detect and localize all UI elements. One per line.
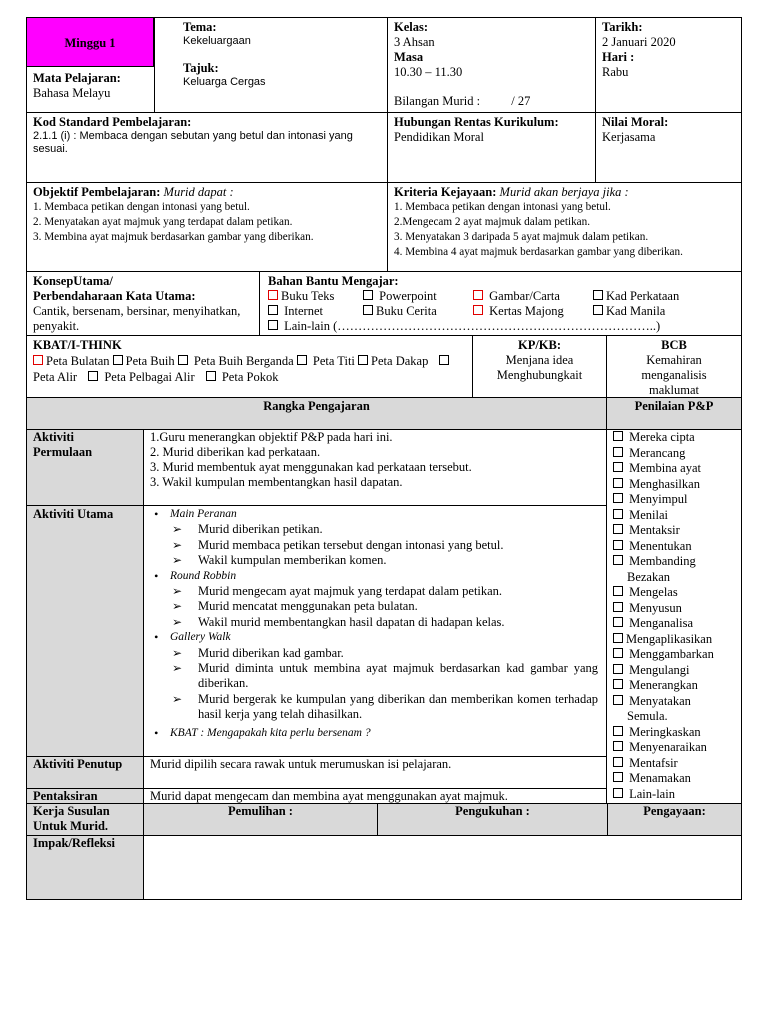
checkbox-icon [363, 305, 373, 315]
kriteria-label: Kriteria Kejayaan: [394, 185, 497, 199]
kriteria-item: 3. Menyatakan 3 daripada 5 ayat majmuk dalam petikan. [394, 231, 649, 243]
penilaian-item[interactable] [613, 771, 737, 787]
pemulihan-cell [143, 803, 378, 836]
checkbox-label: Buku Teks [281, 289, 335, 303]
rangka-header [26, 397, 607, 430]
tema-value: Kekeluargaan [183, 35, 251, 47]
checkbox-icon [358, 355, 368, 365]
penilaian-item[interactable] [613, 461, 737, 477]
penilaian-item-continued: Semula. [627, 709, 668, 723]
penilaian-item[interactable] [613, 787, 737, 803]
kpkb-label: KP/KB: [517, 338, 562, 352]
checkbox-label: Lain-lain [284, 319, 330, 333]
kerja-susulan-label-cell [26, 803, 144, 836]
checkbox-label: Powerpoint [379, 289, 437, 303]
checkbox-icon [613, 726, 623, 736]
checkbox-icon [206, 371, 216, 381]
penilaian-label: Mentafsir [629, 755, 678, 770]
mata-pelajaran-label: Mata Pelajaran: [33, 71, 121, 85]
penilaian-item[interactable] [613, 647, 737, 663]
checkbox-item[interactable] [268, 304, 363, 319]
checkbox-icon [473, 290, 483, 300]
permulaan-label: Aktiviti [33, 430, 74, 444]
checkbox-icon [613, 493, 623, 503]
penilaian-label: Menamakan [629, 771, 691, 785]
tarikh-value: 2 Januari 2020 [602, 35, 676, 49]
utama-label-cell [26, 505, 144, 757]
checkbox-item[interactable] [593, 304, 665, 318]
objektif-item: 2. Menyatakan ayat majmuk yang terdapat dalam petikan. [33, 216, 293, 228]
checkbox-label: Gambar/Carta [489, 289, 560, 303]
activity-title: • Main Peranan [150, 507, 600, 522]
impak-content[interactable] [143, 835, 742, 900]
checkbox-label: Peta Buih Berganda [193, 354, 294, 368]
penilaian-item[interactable] [613, 554, 737, 570]
penilaian-label: Mengulangi [629, 662, 690, 677]
checkbox-label: Peta Bulatan [46, 354, 110, 368]
penilaian-label: Meringkaskan [629, 724, 701, 739]
checkbox-item[interactable] [473, 289, 593, 304]
minggu-label: Minggu 1 [64, 36, 116, 50]
masa-value: 10.30 – 11.30 [394, 65, 463, 79]
activity-title: • Round Robbin [150, 569, 600, 584]
objektif-label: Objektif Pembelajaran: [33, 185, 161, 199]
penilaian-item[interactable] [613, 477, 737, 493]
bcb-cell [606, 335, 742, 398]
activity-title: • Gallery Walk [150, 630, 600, 645]
penilaian-label: Mengelas [629, 585, 678, 599]
nilai-moral-value: Kerjasama [602, 130, 656, 144]
pengayaan-cell [607, 803, 742, 836]
kbat-cell [26, 335, 473, 398]
checkbox-icon [613, 695, 623, 705]
konsep-cell [26, 271, 260, 336]
penilaian-label: Membanding [629, 554, 696, 568]
activity-step: ➢ Wakil kumpulan memberikan komen. [150, 553, 600, 568]
checkbox-item[interactable] [113, 354, 175, 368]
bahan-row [268, 319, 735, 334]
checkbox-label: Peta Dakap [371, 354, 429, 368]
konsep-label: KonsepUtama/ [33, 274, 113, 288]
permulaan-label: Permulaan [33, 445, 93, 459]
penilaian-label: Menilai [629, 507, 669, 522]
checkbox-icon [178, 355, 188, 365]
checkbox-item[interactable] [363, 289, 473, 304]
checkbox-label: Internet [284, 304, 323, 318]
checkbox-label: Peta Titi [312, 354, 355, 368]
kriteria-item: 1. Membaca petikan dengan intonasi yang betul. [394, 201, 611, 213]
nilai-moral-label: Nilai Moral: [602, 115, 669, 129]
penilaian-label: Menyenaraikan [629, 740, 707, 754]
kod-standard-cell [26, 112, 388, 183]
activity-step: ➢ Murid mengecam ayat majmuk yang terdapat dalam petikan. [150, 584, 600, 599]
checkbox-icon [613, 555, 623, 565]
checkbox-icon [613, 509, 623, 519]
objektif-sublabel: Murid dapat : [163, 185, 234, 199]
checkbox-icon [88, 371, 98, 381]
checkbox-label: Peta Pelbagai Alir [104, 370, 195, 384]
hari-label: Hari : [602, 50, 635, 64]
activity-step: ➢ Murid diberikan petikan. [150, 522, 600, 537]
kbat-options [33, 353, 466, 385]
bcb-label: BCB [661, 338, 687, 352]
konsep-value: Cantik, bersenam, bersinar, menyihatkan, penyakit. [33, 304, 241, 333]
penilaian-item[interactable] [613, 446, 737, 462]
penilaian-label: Lain-lain [629, 786, 675, 801]
penilaian-label: Mereka cipta [629, 430, 695, 444]
checkbox-label: Peta Pokok [221, 370, 279, 384]
pengayaan-label: Pengayaan: [643, 804, 706, 818]
penilaian-item[interactable] [613, 430, 737, 446]
checkbox-item[interactable] [473, 304, 593, 319]
bilangan-value: / 27 [511, 94, 531, 108]
penilaian-item[interactable] [613, 632, 737, 648]
activity-step: ➢ Murid membaca petikan tersebut dengan intonasi yang betul. [150, 538, 600, 553]
penilaian-label: Menyatakan [629, 693, 691, 708]
checkbox-item[interactable] [593, 289, 679, 303]
checkbox-icon [439, 355, 449, 365]
penilaian-item[interactable] [613, 539, 737, 555]
checkbox-icon [473, 305, 483, 315]
penilaian-item[interactable] [613, 616, 737, 632]
penilaian-label: Menganalisa [629, 616, 693, 630]
penilaian-item[interactable] [613, 663, 737, 679]
kbat-label: KBAT/I-THINK [33, 338, 122, 352]
kriteria-item: 2.Mengecam 2 ayat majmuk dalam petikan. [394, 216, 591, 228]
impak-label: Impak/Refleksi [33, 836, 115, 850]
checkbox-icon [613, 633, 623, 643]
checkbox-icon [613, 617, 623, 627]
checkbox-icon [268, 290, 278, 300]
checkbox-item[interactable] [358, 354, 428, 368]
checkbox-icon [268, 305, 278, 315]
checkbox-icon [268, 320, 278, 330]
penilaian-label: Menyimpul [629, 492, 688, 506]
bcb-line: Kemahiran [646, 353, 702, 367]
kbat-question: • KBAT : Mengapakah kita perlu bersenam ? [150, 726, 600, 741]
kerja-susulan-label: Untuk Murid. [33, 819, 109, 833]
activity-step: ➢ Wakil murid membentangkan hasil dapatan di hadapan kelas. [150, 615, 600, 630]
checkbox-label: Buku Cerita [376, 304, 437, 318]
lain-lain-blank: (…………………………………………………………………..) [333, 319, 661, 333]
permulaan-label-cell [26, 429, 144, 506]
kpkb-line: Menjana idea [505, 353, 574, 367]
checkbox-label: Peta Buih [125, 354, 175, 368]
permulaan-item: 1.Guru menerangkan objektif P&P pada hari ini. [150, 430, 393, 444]
permulaan-item: 3. Wakil kumpulan membentangkan hasil dapatan. [150, 475, 403, 489]
checkbox-icon [613, 602, 623, 612]
objektif-item: 3. Membina ayat majmuk berdasarkan gambar yang diberikan. [33, 231, 314, 243]
checkbox-icon [593, 305, 603, 315]
pemulihan-label: Pemulihan : [228, 804, 293, 818]
bilangan-murid [394, 94, 589, 109]
activity-step: ➢ Murid bergerak ke kumpulan yang diberikan dan memberikan komen terhadap hasil kerja yang telah dihasilkan. [150, 692, 600, 723]
pentaksiran-label: Pentaksiran [33, 789, 98, 803]
pentaksiran-label-cell [26, 788, 144, 804]
objektif-cell [26, 182, 388, 272]
utama-label: Aktiviti Utama [33, 507, 114, 521]
penutup-label: Aktiviti Penutup [33, 757, 123, 771]
tema-tajuk-cell [154, 17, 388, 113]
checkbox-item[interactable] [178, 354, 294, 368]
impak-label-cell [26, 835, 144, 900]
checkbox-icon [33, 355, 43, 365]
penilaian-item[interactable] [613, 585, 737, 601]
kpkb-cell [472, 335, 607, 398]
kriteria-item: 4. Membina 4 ayat majmuk berdasarkan gambar yang diberikan. [394, 246, 683, 258]
kriteria-cell [387, 182, 742, 272]
bahan-row [268, 289, 735, 304]
kod-standard-value: 2.1.1 (i) : Membaca dengan sebutan yang betul dan intonasi yang sesuai. [33, 130, 353, 155]
bahan-bantu-label: Bahan Bantu Mengajar: [268, 274, 399, 288]
checkbox-icon [613, 524, 623, 534]
nilai-moral-cell [595, 112, 742, 183]
checkbox-icon [613, 462, 623, 472]
penilaian-label: Mengaplikasikan [626, 631, 713, 646]
checkbox-icon [613, 664, 623, 674]
masa-label: Masa [394, 50, 424, 64]
penilaian-list [606, 429, 742, 804]
checkbox-icon [613, 447, 623, 457]
checkbox-icon [613, 741, 623, 751]
penilaian-label: Mentaksir [629, 523, 680, 537]
pentaksiran-content [143, 788, 607, 804]
tajuk-label: Tajuk: [183, 61, 219, 75]
penilaian-label: Membina ayat [629, 461, 701, 475]
penilaian-label: Menyusun [629, 600, 682, 615]
penilaian-header [606, 397, 742, 430]
activity-step: ➢ Murid diberikan kad gambar. [150, 646, 600, 661]
penilaian-label: Menghasilkan [629, 476, 700, 491]
checkbox-item[interactable] [268, 319, 330, 333]
kerja-susulan-label: Kerja Susulan [33, 804, 110, 818]
penilaian-item[interactable] [613, 601, 737, 617]
checkbox-icon [613, 648, 623, 658]
konsep-label: Perbendaharaan Kata Utama: [33, 289, 196, 303]
activity-step: ➢ Murid diminta untuk membina ayat majmuk berdasarkan kad gambar yang diberikan. [150, 661, 600, 692]
penilaian-item[interactable] [613, 740, 737, 756]
penutup-content [143, 756, 607, 789]
penutup-label-cell [26, 756, 144, 789]
checkbox-label: Kad Manila [606, 304, 666, 318]
penilaian-item[interactable] [613, 508, 737, 524]
checkbox-label: Peta Alir [33, 370, 78, 384]
tema-label: Tema: [183, 20, 217, 34]
checkbox-icon [613, 540, 623, 550]
pengukuhan-cell [377, 803, 608, 836]
lesson-plan-document [26, 17, 742, 900]
bcb-line: menganalisis [641, 368, 707, 382]
checkbox-item[interactable] [206, 370, 279, 384]
penilaian-item[interactable] [613, 678, 737, 694]
penutup-value: Murid dipilih secara rawak untuk merumuskan isi pelajaran. [150, 757, 452, 771]
checkbox-icon [613, 757, 623, 767]
penilaian-item[interactable] [613, 694, 737, 710]
checkbox-icon [297, 355, 307, 365]
permulaan-content [143, 429, 607, 506]
kelas-cell [387, 17, 596, 113]
checkbox-icon [593, 290, 603, 300]
penilaian-item[interactable] [613, 756, 737, 772]
kpkb-line: Menghubungkait [496, 368, 583, 382]
objektif-item: 1. Membaca petikan dengan intonasi yang betul. [33, 201, 250, 213]
pentaksiran-value: Murid dapat mengecam dan membina ayat menggunakan ayat majmuk. [150, 789, 508, 803]
penilaian-label: Menentukan [629, 538, 692, 553]
bcb-line: maklumat [649, 383, 699, 397]
tajuk-value: Keluarga Cergas [183, 76, 266, 88]
checkbox-icon [613, 788, 623, 798]
penilaian-item-continued: Bezakan [627, 569, 671, 584]
checkbox-item[interactable] [88, 370, 194, 384]
checkbox-label: Kad Perkataan [606, 289, 680, 303]
rangka-label: Rangka Pengajaran [263, 399, 370, 413]
utama-content [143, 505, 607, 757]
checkbox-icon [613, 478, 623, 488]
hubungan-cell [387, 112, 596, 183]
penilaian-item[interactable] [613, 523, 737, 539]
penilaian-item[interactable] [613, 492, 737, 508]
bahan-row [268, 304, 735, 319]
hari-value: Rabu [602, 65, 629, 79]
checkbox-item[interactable] [363, 304, 473, 319]
minggu-cell [26, 17, 154, 67]
kriteria-sublabel: Murid akan berjaya jika : [499, 185, 629, 199]
bilangan-label: Bilangan Murid : [394, 94, 481, 108]
tarikh-label: Tarikh: [602, 20, 643, 34]
tarikh-cell [595, 17, 742, 113]
checkbox-item[interactable] [297, 354, 355, 368]
bahan-bantu-cell [259, 271, 742, 336]
penilaian-label: Menggambarkan [629, 647, 714, 661]
activity-step: ➢ Murid mencatat menggunakan peta bulatan. [150, 599, 600, 614]
pengukuhan-label: Pengukuhan : [455, 804, 530, 818]
penilaian-label: Menerangkan [629, 678, 698, 692]
permulaan-item: 2. Murid diberikan kad perkataan. [150, 445, 321, 459]
checkbox-icon [613, 431, 623, 441]
penilaian-item[interactable] [613, 725, 737, 741]
mata-pelajaran-value: Bahasa Melayu [33, 86, 111, 100]
checkbox-icon [363, 290, 373, 300]
hubungan-label: Hubungan Rentas Kurikulum: [394, 115, 559, 129]
kod-standard-label: Kod Standard Pembelajaran: [33, 115, 192, 129]
checkbox-icon [613, 772, 623, 782]
checkbox-icon [613, 679, 623, 689]
mata-pelajaran-cell [26, 66, 155, 113]
checkbox-item[interactable] [33, 354, 110, 368]
kelas-label: Kelas: [394, 20, 429, 34]
permulaan-item: 3. Murid membentuk ayat menggunakan kad perkataan tersebut. [150, 460, 472, 474]
penilaian-label: Penilaian P&P [634, 399, 714, 413]
checkbox-label: Kertas Majong [489, 304, 564, 318]
checkbox-item[interactable] [268, 289, 363, 304]
checkbox-icon [113, 355, 123, 365]
hubungan-value: Pendidikan Moral [394, 130, 484, 144]
penilaian-label: Merancang [629, 445, 686, 460]
checkbox-icon [613, 586, 623, 596]
kelas-value: 3 Ahsan [394, 35, 435, 49]
